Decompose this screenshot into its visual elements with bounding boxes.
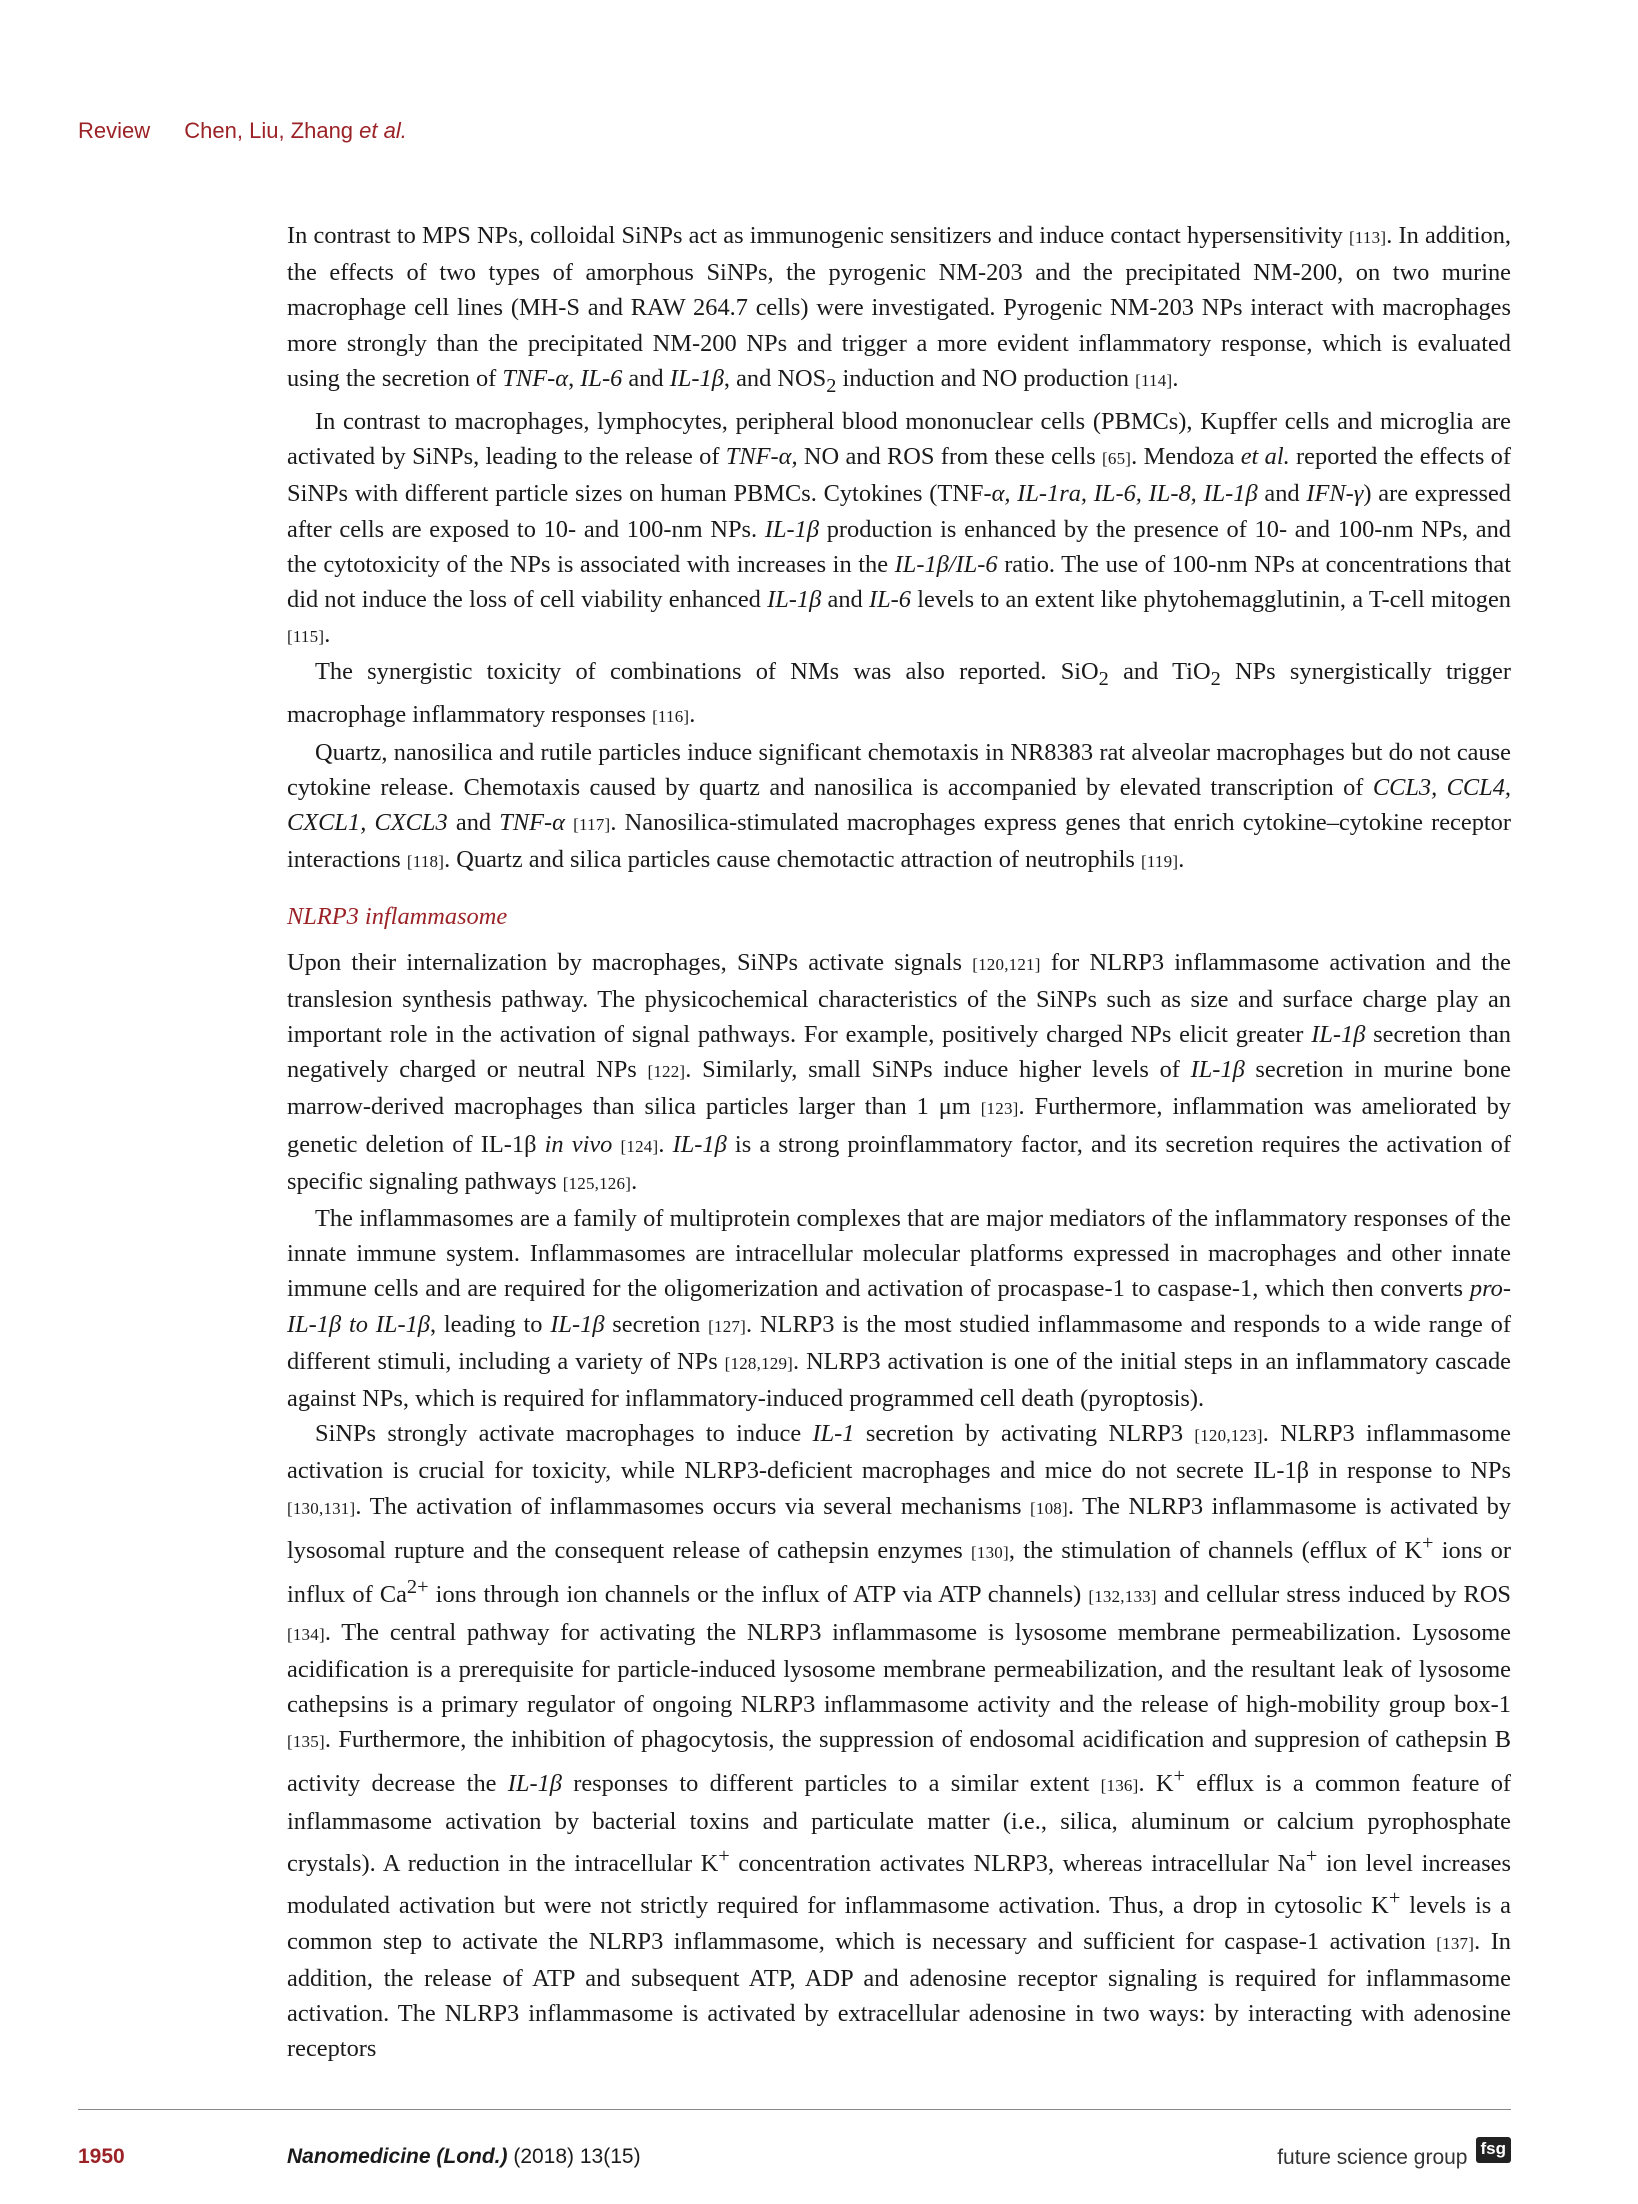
- running-header: [78, 118, 407, 144]
- paragraph: In contrast to MPS NPs, colloidal SiNPs act as immunogenic sensitizers and induce contact hypersensitivity [113]. In addition, the effects of two types of amorphous SiNPs, the pyrogenic NM-203 and the precipitated NM-200, on two murine macrophage cell lines (MH-S and RAW 264.7 cells) were investigated. Pyrogenic NM-203 NPs interact with macrophages more strongly than the precipitated NM-200 NPs and trigger a more evident inflammatory response, which is evaluated using the secretion of TNF-α, IL-6 and IL-1β, and $NOS_2$ induction and NO production [114].: [287, 222, 1511, 397]
- footer-divider: [78, 2109, 1511, 2110]
- article-body: [287, 218, 1511, 2066]
- paragraph: SiNPs strongly activate macrophages to induce IL-1 secretion by activating NLRP3 [120,123]. NLRP3 inflammasome activation is crucial for toxicity, while NLRP3-deficient macrophages and mice do not secrete IL-1β in response to NPs [130,131]. The activation of inflammasomes occurs via several mechanisms [108]. The NLRP3 inflammasome is activated by lysosomal rupture and the consequent release of cathepsin enzymes [130], the stimulation of channels (efflux of K+ ions or influx of $Ca^{2+}$ ions through ion channels or the influx of ATP via ATP channels) [132,133] and cellular stress induced by ROS [134]. The central pathway for activating the NLRP3 inflammasome is lysosome membrane permeabilization. Lysosome acidification is a prerequisite for particle-induced lysosome membrane permeabilization, and the resultant leak of lysosome cathepsins is a primary regulator of ongoing NLRP3 inflammasome activity and the release of high-mobility group box-1 [135]. Furthermore, the inhibition of phagocytosis, the suppression of endosomal acidification and suppresion of cathepsin B activity decrease the IL-1β responses to different particles to a similar extent [136]. K+ efflux is a common feature of inflammasome activation by bacterial toxins and particulate matter (i.e., silica, aluminum or calcium pyrophosphate crystals). A reduction in the intracellular K+ concentration activates NLRP3, whereas intracellular Na+ ion level increases modulated activation but were not strictly required for inflammasome activation. Thus, a drop in cytosolic K+ levels is a common step to activate the NLRP3 inflammasome, which is necessary and sufficient for caspase-1 activation [137]. In addition, the release of ATP and subsequent ATP, ADP and adenosine receptor signaling is required for inflammasome activation. The NLRP3 inflammasome is activated by extracellular adenosine in two ways: by interacting with adenosine receptors: [287, 1420, 1512, 2063]
- paragraph: Quartz, nanosilica and rutile particles induce significant chemotaxis in NR8383 rat alveolar macrophages but do not cause cytokine release. Chemotaxis caused by quartz and nanosilica is accompanied by elevated transcription of CCL3, CCL4, CXCL1, CXCL3 and TNF-α [117]. Nanosilica-stimulated macrophages express genes that enrich cytokine–cytokine receptor interactions [118]. Quartz and silica particles cause chemotactic attraction of neutrophils [119].: [287, 738, 1511, 874]
- section-heading: NLRP3 inflammasome: [287, 903, 508, 931]
- publisher-name: future science group fsg: [1277, 2145, 1511, 2171]
- paragraph: The inflammasomes are a family of multiprotein complexes that are major mediators of the inflammatory responses of the innate immune system. Inflammasomes are intracellular molecular platforms expressed in macrophages and other innate immune cells and are required for the oligomerization and activation of procaspase-1 to caspase-1, which then converts pro-IL-1β to IL-1β, leading to IL-1β secretion [127]. NLRP3 is the most studied inflammasome and responds to a wide range of different stimuli, including a variety of NPs [128,129]. NLRP3 activation is one of the initial steps in an inflammatory cascade against NPs, which is required for inflammatory-induced programmed cell death (pyroptosis).: [287, 1205, 1511, 1413]
- running-authors: Chen, Liu, Zhang et al.: [184, 118, 407, 143]
- paragraph: In contrast to macrophages, lymphocytes, peripheral blood mononuclear cells (PBMCs), Kupffer cells and microglia are activated by SiNPs, leading to the release of TNF-α, NO and ROS from these cells [65]. Mendoza et al. reported the effects of SiNPs with different particle sizes on human PBMCs. Cytokines (TNF-α, IL-1ra, IL-6, IL-8, IL-1β and IFN-γ) are expressed after cells are exposed to 10- and 100-nm NPs. IL-1β production is enhanced by the presence of 10- and 100-nm NPs, and the cytotoxicity of the NPs is associated with increases in the IL-1β/IL-6 ratio. The use of 100-nm NPs at concentrations that did not induce the loss of cell viability enhanced IL-1β and IL-6 levels to an extent like phytohemagglutinin, a T-cell mitogen [115].: [287, 407, 1511, 649]
- paragraph: The synergistic toxicity of combinations of NMs was also reported. SiO$_2$ and TiO$_2$ NPs synergistically trigger macrophage inflammatory responses [116].: [287, 658, 1512, 729]
- fsg-logo-icon: fsg: [1476, 2137, 1512, 2163]
- journal-citation: Nanomedicine (Lond.) (2018) 13(15): [287, 2145, 641, 2168]
- article-type-label: Review: [78, 118, 151, 143]
- paragraph: Upon their internalization by macrophages, SiNPs activate signals [120,121] for NLRP3 inflammasome activation and the translesion synthesis pathway. The physicochemical characteristics of the SiNPs such as size and surface charge play an important role in the activation of signal pathways. For example, positively charged NPs elicit greater IL-1β secretion than negatively charged or neutral NPs [122]. Similarly, small SiNPs induce higher levels of IL-1β secretion in murine bone marrow-derived macrophages than silica particles larger than 1 μm [123]. Furthermore, inflammation was ameliorated by genetic deletion of IL-1β in vivo [124]. IL-1β is a strong proinflammatory factor, and its secretion requires the activation of specific signaling pathways [125,126].: [287, 948, 1512, 1195]
- page-number: 1950: [78, 2145, 125, 2168]
